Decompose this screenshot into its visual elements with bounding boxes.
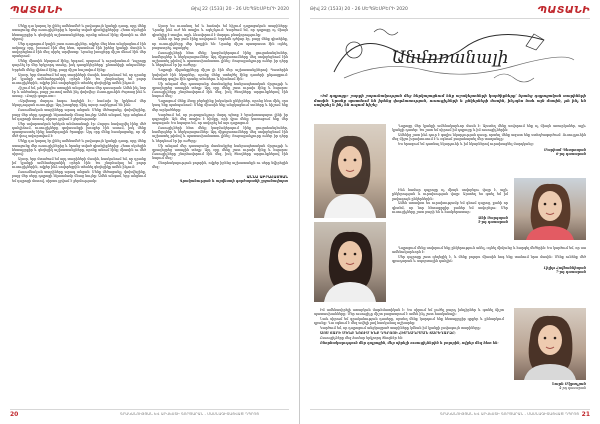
caption-role: 5-րդ դասարան (477, 220, 508, 225)
left-column-1 (12, 24, 146, 184)
student-photo (314, 124, 386, 218)
paragraph: Մենք միասին նկարում էինք, երգում, պարում և ուրախանում։ Դպրոցը դարձել էր մեր երկրորդ տունը, իսկ դասընկերները՝ ընտանիքի անդամներ։ Երբեմն մենք վիճում էինք, բայց միշտ հաշտվում էինք։ (12, 59, 146, 72)
paragraph: Նաև սիրում եմ գրականության դասերը, որտեղ մենք կարդում ենք հետաքրքիր գրքեր և քննարկում դրանք։ Դա օգնում է մեզ ավելի լավ հասկանալ աշխարհը։ (314, 317, 504, 326)
left-header (10, 5, 289, 19)
caption-name: Անի Սարգսյան (478, 216, 508, 221)
paragraph: Այսօր ես ուսանող եմ և հաճախ եմ հիշում դպրոցական տարիները։ Դրանք ինձ ուժ են տալիս և ոգեշնչում։ Կարծում եմ, որ դպրոցը ոչ միայն գիտելիք է տալիս, այլև ձևավորում է մարդու բնավորությունը։ (152, 24, 288, 37)
paragraph: Ուսուցիչները մեզ համար երկրորդ ծնողներ են։ (320, 335, 404, 340)
right-column-middle (392, 188, 508, 224)
right-column-top (392, 124, 586, 156)
caption-role: 4-րդ դասարան (559, 386, 586, 390)
paragraph: Ինձ համար դպրոցը ոչ միայն սովորելու վայր է, այլև ընկերության և ուրախության վայր։ Այստեղ ես գտել եմ իմ լավագույն ընկերներին։ (392, 188, 508, 201)
paragraph: Ես երազում եմ դառնալ նկարչուհի և իմ նկարներով ուրախացնել մարդկանց։ (398, 142, 534, 147)
caption-role: 7-րդ դասարան (555, 269, 586, 274)
right-column-lower (392, 246, 586, 274)
paragraph: Այսօր, երբ մտածում եմ այդ տարիների մասին, հասկանում եմ, որ դրանք իմ կյանքի ամենաերջանիկ օրերն էին։ Ես շնորհակալ եմ բոլոր ուսուցիչներին, ովքեր ինձ սովորեցրին տեսնել գեղեցիկը ամեն ինչում։ (12, 72, 146, 86)
paragraph: «Արվեստը մարդու հոգու հայելին է»,- հաճախ էր կրկնում մեր նկարչության ուսուցիչը։ Այդ խոսքերը մինչ այսօր ուղեկցում են ինձ։ (12, 99, 146, 108)
caption-name: Լիլիթ Հովհաննիսյան (543, 265, 586, 270)
portrait-illustration (514, 178, 586, 240)
paragraph: Ամեն առավոտ ես ուրախությամբ եմ գնում դպրոց, քանի որ գիտեմ, որ նոր հետաքրքիր բաներ եմ սովորելու։ Մեր ուսուցիչները շատ բարի են և համբերատար։ (392, 201, 508, 214)
portrait-illustration (514, 308, 586, 380)
footer-text: ԳՐԱԿԱՆՈՒԹՅԱՆ ԵՎ ԱՐՎԵՍՏԻ ԳՈՐԾԱՐԱՆ - ՄԱՍՆԱԳԻՏԱՑՎԱԾ ԴՊՐՈՑ (440, 412, 579, 416)
paragraph: Մեկը դա կարող էր լինել ամենամեծ և լավագույն կյանքի դասը, որը մենք ստացանք մեր ուսուցիչներից և նրանց տված գիտելիքներից։ Հետո սկսեցին հետաքրքիր և գեղեցիկ աշխատանքները, որոնք անում էինք միասին ու մեծ սիրով։ (12, 139, 146, 156)
paragraph: Ուսումնական տարիները արագ անցան։ Մենք մեծացանք, փոխվեցինք, բայց մեր սերը դպրոցի նկատմամբ մնաց նույնը։ Ամեն անգամ, երբ անցնում եմ դպրոցի մոտով, սիրտս լցվում է ջերմությամբ։ (12, 170, 146, 183)
paragraph: Մի անգամ մեր դասարանը մասնակցեց հանրապետական մրցույթի և զբաղեցրեց առաջին տեղը։ Այդ օրը մենք շատ ուրախ էինք և հպարտ։ Ուսուցիչները շնորհավորում էին մեզ, իսկ ծնողները արցունքներով էին նայում մեզ։ (152, 81, 288, 99)
paragraph: Ուսուցիչների հետ մենք կազմակերպում էինք ցուցահանդեսներ, համերգներ և ներկայացումներ։ Այդ միջոցառումները մեզ սովորեցնում էին աշխատել թիմով և պատասխանատու լինել։ Յուրաքանչյուրը ուներ իր դերը և ներդնում էր իր ուժերը։ (152, 125, 288, 143)
footer-text: ԳՐԱԿԱՆՈՒԹՅԱՆ ԵՎ ԱՐՎԵՍՏԻ ԳՈՐԾԱՐԱՆ - ՄԱՍՆԱԳԻՏԱՑՎԱԾ ԴՊՐՈՑ (120, 412, 259, 416)
caption (392, 216, 508, 224)
right-footer (310, 409, 590, 418)
author-signature (152, 174, 288, 183)
author-role: Գրականության և արվեստի գործարանի շրջանավարտ (179, 178, 288, 183)
caption-name: Նարե Մկրտչյան (551, 382, 586, 386)
magazine-logo: ՊԱՏԱՆԻ (10, 5, 63, 16)
paragraph: Այսօր, երբ մտածում եմ այդ տարիների մասին, հասկանում եմ, որ դրանք իմ կյանքի ամենաերջանիկ օրերն էին։ Ես շնորհակալ եմ բոլոր ուսուցիչներին, ովքեր ինձ սովորեցրին տեսնել գեղեցիկը ամեն ինչում։ (12, 156, 146, 170)
paragraph-emphasis: ԱՅՍ ՏԱՐԻ ՄԵՆՔ ՆՇՈՒՄ ԵՆՔ ԴՊՐՈՑԻ ՀԻՄՆԱԴՐՄԱՆ ՏԱՐԵԴԱՐՁԸ։ (320, 331, 456, 336)
lead-block (314, 94, 586, 108)
magazine-logo: ՊԱՏԱՆԻ (537, 5, 590, 16)
paragraph: Ուսուցիչների հետ մենք կազմակերպում էինք ցուցահանդեսներ, համերգներ և ներկայացումներ։ Այդ միջոցառումները մեզ սովորեցնում էին աշխատել թիմով և պատասխանատու լինել։ Յուրաքանչյուրը ուներ իր դերը և ներդնում էր իր ուժերը։ (152, 50, 288, 68)
title-art-text: Անմոռանալի (391, 48, 509, 68)
left-column-2 (152, 24, 288, 183)
paragraph: Մեր դպրոցում կային շատ ուսուցիչներ, ովքեր մեզ հետ անցկացնում էին ամբողջ օրը, խոսում էին մեզ հետ, պատմում էին իրենց կյանքի մասին և սովորեցնում էին մեզ սիրել արվեստը։ Նրանց խոսքերը միշտ մնում էին մեր սրտերում։ (12, 41, 146, 59)
closing-line: Շնորհակալություն մեր դպրոցին, մեր սիրելի ուսուցիչներին և բոլորին, ովքեր մեզ հետ են։ (320, 340, 499, 345)
right-page (300, 0, 600, 424)
paragraph: Իմ ամենասիրելի առարկան մաթեմատիկան է։ Ես սիրում եմ լուծել բարդ խնդիրներ և գտնել ճիշտ պատասխանները։ Մեր ուսուցիչը միշտ բացատրում է ամեն ինչ շատ հասկանալի։ (314, 308, 504, 317)
left-footer (10, 409, 289, 418)
paragraph: Շնորհակալություն բոլորին, ովքեր իրենց աշխատանքն ու սերը նվիրեցին մեզ։ (152, 161, 288, 170)
paragraph: Հիշում եմ, թե ինչպես առաջին անգամ մտա մեր դասարան։ Ամեն ինչ նոր էր և անծանոթ, բայց շուտով ամեն ինչ փոխվեց։ Ուսուցչուհին ժպտաց ինձ և ասաց. «Բարի գալուստ»։ (12, 85, 146, 99)
paragraph: Կարծում եմ, որ դպրոցում անցկացրած տարիները կմնան իմ կյանքի լավագույն տարիները։ (320, 326, 481, 331)
paragraph: Դպրոցում մենք սովորում ենք ընկերություն անել, օգնել միմյանց և հարգել մեծերին։ Ես կարծում եմ, որ սա ամենակարևորն է։ (392, 246, 586, 255)
paragraph: Ամեն օր նոր բան էինք սովորում։ Երբեմն դժվար էր, բայց մենք գիտեինք, որ ուսուցիչները մեր կողքին են։ Նրանք միշտ պատրաստ էին օգնել, բացատրել, աջակցել։ (152, 37, 288, 50)
paragraph: Մեր դպրոցը շատ գեղեցիկ է, և մենք բոլորս միասին հոգ ենք տանում նրա մասին։ Մենք ունենք մեծ գրադարան և սպորտային դահլիճ։ (392, 255, 586, 264)
paragraph: Մեկը դա կարող էր լինել ամենամեծ և լավագույն կյանքի դասը, որը մենք ստացանք մեր ուսուցիչներից և նրանց տված գիտելիքներից։ Հետո սկսեցին հետաքրքիր և գեղեցիկ աշխատանքները, որոնք անում էինք միասին ու մեծ սիրով։ (12, 24, 146, 41)
issue-info: Թիվ 22 (1533) 20 - 26 ՍԵՊՏԵՄԲԵՐԻ 2020 (310, 7, 408, 12)
paragraph: Դպրոցը մեր կյանքի ամենակարևոր մասն է։ Այստեղ մենք սովորում ենք ոչ միայն առարկաներ, այլև կյանքի դասեր։ Ես շատ եմ սիրում իմ դպրոցը և իմ ուսուցիչներին։ (392, 124, 586, 133)
student-photo (514, 308, 586, 380)
title-illustration (314, 20, 586, 90)
right-header (310, 5, 590, 19)
paragraph: Դպրոցում մենք ձեռք բերեցինք իսկական ընկերներ, որոնց հետ մինչ օրս կապ ենք պահպանում։ Մենք միասին ենք անցկացնում տոները և հիշում ենք մեր արկածները։ (152, 99, 288, 112)
caption (392, 148, 586, 156)
paragraph: Ուսումնական տարիները արագ անցան։ Մենք մեծացանք, փոխվեցինք, բայց մեր սերը դպրոցի նկատմամբ մնաց նույնը։ Ամեն անգամ, երբ անցնում եմ դպրոցի մոտով, սիրտս լցվում է ջերմությամբ։ (12, 108, 146, 121)
right-column-bottom (314, 308, 504, 346)
page-number: 21 (581, 411, 590, 418)
paragraph: Մեր ավարտական երեկոն անմոռանալի էր։ Բոլորս հավաքվել էինք մեծ դահլիճում, ուսուցիչները գովասանքի խոսքեր էին ասում, իսկ մենք պատրաստել էինք համերգային ծրագիր։ Այդ օրը մենք հասկացանք, որ մի մեծ փուլ ավարտվում է։ (12, 121, 146, 139)
lead-paragraph: «Իմ դպրոցը» շարքի շարունակության մեջ ներկայացնում ենք աշակերտների կարծիքները՝ նրանց դպրոցական տարիների մասին։ Նրանք պատմում են իրենց փորձառության, ուսուցիչների և ընկերների մասին, ինչպես նաև այն մասին, թե ինչ են սովորել և ինչ են ուզում հիշել։ (314, 94, 586, 108)
caption (392, 266, 586, 274)
paragraph: Մի անգամ մեր դասարանը մասնակցեց հանրապետական մրցույթի և զբաղեցրեց առաջին տեղը։ Այդ օրը մենք շատ ուրախ էինք և հպարտ։ Ուսուցիչները շնորհավորում էին մեզ, իսկ ծնողները արցունքներով էին նայում մեզ։ (152, 143, 288, 161)
caption-name: Մարիամ Պետրոսյան (544, 148, 586, 153)
student-photo (314, 222, 386, 302)
paragraph: Ամենից շատ ինձ դուր է գալիս նկարչության դասը, որտեղ մենք ազատ ենք ստեղծագործում։ Ուսուցչուհին մեզ միշտ խրախուսում է և օգնում բացահայտել մեր տաղանդը։ (392, 133, 586, 142)
author-name: ԱՆՆԱ ԱԲՐԱՀԱՄՅԱՆ (246, 173, 288, 179)
paragraph: Դպրոցի միջանցքները միշտ լի էին մեր աշխատանքներով։ Պատերին կախված էին նկարներ, որոնք մենք ստեղծել էինք դասերի ընթացքում։ Շատերը գալիս էին դրանք տեսնելու և հիանում էին։ (152, 68, 288, 81)
portrait-illustration (314, 124, 386, 218)
issue-info: Թիվ 22 (1533) 20 - 26 ՍԵՊՏԵՄԲԵՐԻ 2020 (191, 7, 289, 12)
caption-role: 6-րդ դասարան (555, 152, 586, 157)
portrait-illustration (314, 222, 386, 302)
student-photo (514, 178, 586, 240)
paragraph: Կարծում եմ, որ յուրաքանչյուր մարդ պետք է երախտապարտ լինի իր դպրոցին։ Այն մեզ տալիս է հիմքը, որի վրա մենք կառուցում ենք մեր ապագան։ Ես հպարտ եմ, որ սովորել եմ այս դպրոցում։ (152, 112, 288, 126)
caption (514, 382, 586, 390)
page-number: 20 (10, 411, 19, 418)
